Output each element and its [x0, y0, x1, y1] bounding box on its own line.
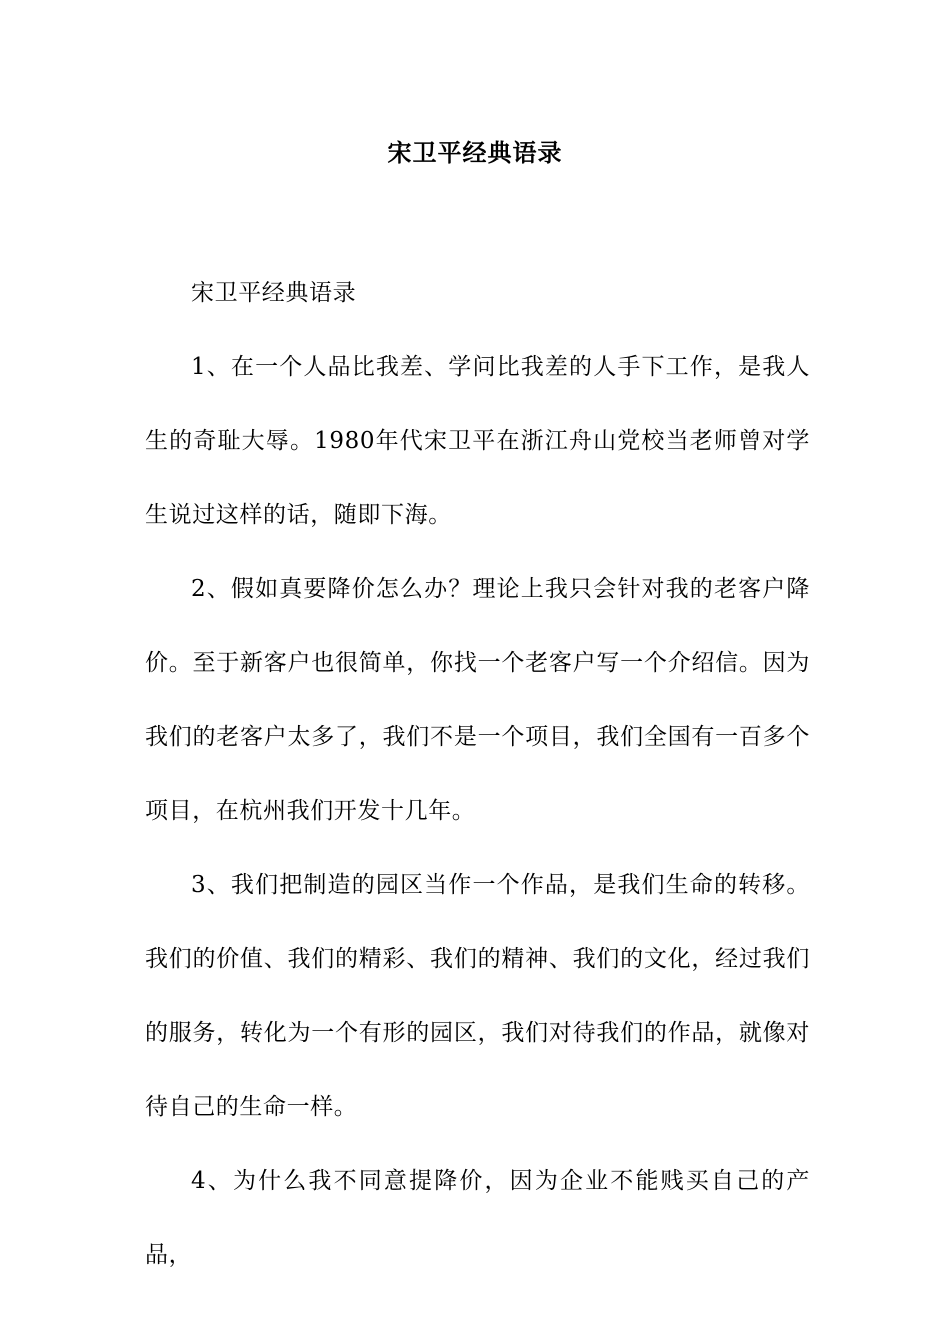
document-title: 宋卫平经典语录 — [387, 138, 563, 167]
document-body — [145, 256, 810, 1292]
paragraph-quote-3: 3、我们把制造的园区当作一个作品，是我们生命的转移。我们的价值、我们的精彩、我们的精神、我们的文化，经过我们的服务，转化为一个有形的园区，我们对待我们的作品，就像对待自己的生命一样。 — [145, 872, 810, 1120]
paragraph-quote-2: 2、假如真要降价怎么办？理论上我只会针对我的老客户降价。至于新客户也很简单，你找一个老客户写一个介绍信。因为我们的老客户太多了，我们不是一个项目，我们全国有一百多个项目，在杭州我们开发十几年。 — [145, 576, 810, 824]
paragraph-heading: 宋卫平经典语录 — [191, 280, 357, 306]
paragraph-quote-1: 1、在一个人品比我差、学问比我差的人手下工作，是我人生的奇耻大辱。1980年代宋卫平在浙江舟山党校当老师曾对学生说过这样的话，随即下海。 — [145, 354, 810, 528]
paragraph-quote-4: 4、为什么我不同意提降价，因为企业不能贱买自己的产品， — [145, 1168, 810, 1268]
